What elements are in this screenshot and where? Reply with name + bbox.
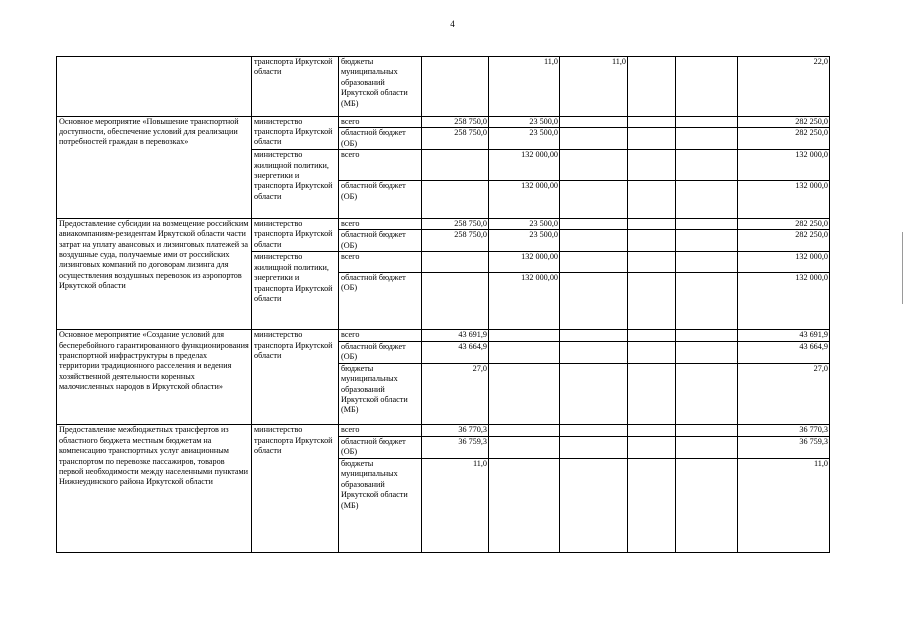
value-cell	[560, 181, 628, 218]
value-cell: 132 000,00	[489, 181, 560, 218]
total-cell: 27,0	[738, 363, 830, 425]
value-cell: 23 500,0	[489, 230, 560, 252]
value-cell	[628, 116, 676, 128]
executor-cell: министерство транспорта Иркутской области	[252, 218, 339, 252]
total-cell: 282 250,0	[738, 218, 830, 230]
value-cell	[676, 341, 738, 363]
source-cell: всего	[339, 116, 422, 128]
value-cell	[628, 330, 676, 342]
value-cell	[560, 150, 628, 181]
value-cell: 23 500,0	[489, 128, 560, 150]
value-cell	[489, 341, 560, 363]
source-cell: областной бюджет (ОБ)	[339, 230, 422, 252]
total-cell: 282 250,0	[738, 230, 830, 252]
executor-cell: министерство транспорта Иркутской области	[252, 116, 339, 150]
source-cell: областной бюджет (ОБ)	[339, 436, 422, 458]
executor-cell: министерство транспорта Иркутской области	[252, 330, 339, 425]
source-cell: областной бюджет (ОБ)	[339, 181, 422, 218]
value-cell	[676, 425, 738, 437]
value-cell	[489, 458, 560, 552]
value-cell	[628, 341, 676, 363]
value-cell	[628, 458, 676, 552]
value-cell	[676, 181, 738, 218]
value-cell: 36 759,3	[422, 436, 489, 458]
source-cell: всего	[339, 218, 422, 230]
value-cell	[628, 252, 676, 272]
executor-cell: министерство транспорта Иркутской области	[252, 425, 339, 553]
value-cell	[560, 230, 628, 252]
value-cell: 132 000,00	[489, 272, 560, 330]
value-cell	[676, 330, 738, 342]
source-cell: всего	[339, 252, 422, 272]
event-cell: Предоставление межбюджетных трансфертов из областного бюджета местным бюджетам на компенсацию транспортных услуг авиационным транспортом по перевозке пассажиров, товаров первой необходимости между населенными пунктами Нижнеудинского района Иркутской области	[57, 425, 252, 553]
value-cell	[560, 252, 628, 272]
executor-cell: транспорта Иркутской области	[252, 57, 339, 117]
value-cell	[676, 150, 738, 181]
value-cell	[628, 436, 676, 458]
page-number: 4	[450, 19, 455, 29]
scan-edge-mark	[902, 232, 903, 304]
value-cell	[676, 128, 738, 150]
value-cell	[676, 57, 738, 117]
value-cell	[489, 330, 560, 342]
value-cell	[676, 230, 738, 252]
source-cell: областной бюджет (ОБ)	[339, 341, 422, 363]
value-cell	[628, 150, 676, 181]
source-cell: бюджеты муниципальных образований Иркутской области (МБ)	[339, 363, 422, 425]
value-cell	[628, 425, 676, 437]
value-cell	[489, 436, 560, 458]
value-cell	[422, 252, 489, 272]
value-cell	[676, 116, 738, 128]
value-cell	[628, 230, 676, 252]
value-cell: 132 000,00	[489, 252, 560, 272]
total-cell: 36 759,3	[738, 436, 830, 458]
budget-table	[56, 56, 830, 553]
value-cell: 23 500,0	[489, 116, 560, 128]
value-cell	[422, 57, 489, 117]
total-cell: 43 691,9	[738, 330, 830, 342]
value-cell	[628, 363, 676, 425]
total-cell: 132 000,0	[738, 252, 830, 272]
value-cell	[422, 181, 489, 218]
value-cell	[676, 272, 738, 330]
total-cell: 132 000,0	[738, 181, 830, 218]
total-cell: 36 770,3	[738, 425, 830, 437]
value-cell	[628, 57, 676, 117]
value-cell	[628, 218, 676, 230]
value-cell: 258 750,0	[422, 230, 489, 252]
total-cell: 282 250,0	[738, 116, 830, 128]
source-cell: всего	[339, 425, 422, 437]
value-cell: 258 750,0	[422, 116, 489, 128]
value-cell: 43 664,9	[422, 341, 489, 363]
table-row	[57, 425, 830, 437]
source-cell: областной бюджет (ОБ)	[339, 128, 422, 150]
value-cell: 258 750,0	[422, 218, 489, 230]
table-row	[57, 57, 830, 117]
value-cell: 27,0	[422, 363, 489, 425]
value-cell	[676, 458, 738, 552]
source-cell: бюджеты муниципальных образований Иркутской области (МБ)	[339, 458, 422, 552]
value-cell: 11,0	[422, 458, 489, 552]
executor-cell: министерство жилищной политики, энергетики и транспорта Иркутской области	[252, 150, 339, 219]
value-cell	[676, 363, 738, 425]
table-row	[57, 218, 830, 230]
total-cell: 282 250,0	[738, 128, 830, 150]
source-cell: всего	[339, 330, 422, 342]
value-cell: 258 750,0	[422, 128, 489, 150]
executor-cell: министерство жилищной политики, энергетики и транспорта Иркутской области	[252, 252, 339, 330]
value-cell: 43 691,9	[422, 330, 489, 342]
value-cell	[422, 272, 489, 330]
source-cell: бюджеты муниципальных образований Иркутской области (МБ)	[339, 57, 422, 117]
value-cell	[676, 252, 738, 272]
value-cell: 11,0	[560, 57, 628, 117]
value-cell	[560, 425, 628, 437]
event-cell: Основное мероприятие «Создание условий для бесперебойного гарантированного функционирования транспортной инфраструктуры в пределах территории традиционного расселения и ведения хозяйственной деятельности коренных малочисленных народов в Иркутской области»	[57, 330, 252, 425]
value-cell: 11,0	[489, 57, 560, 117]
value-cell	[489, 425, 560, 437]
value-cell	[560, 363, 628, 425]
value-cell	[560, 436, 628, 458]
total-cell: 22,0	[738, 57, 830, 117]
value-cell	[560, 330, 628, 342]
total-cell: 11,0	[738, 458, 830, 552]
value-cell: 23 500,0	[489, 218, 560, 230]
source-cell: всего	[339, 150, 422, 181]
value-cell	[422, 150, 489, 181]
event-cell: Предоставление субсидии на возмещение российским авиакомпаниям-резидентам Иркутской области части затрат на уплату авансовых и лизинговых платежей за воздушные суда, получаемые ими от российских лизинговых компаний по договорам лизинга для осуществления воздушных перевозок из аэропортов Иркутской области	[57, 218, 252, 329]
value-cell	[560, 218, 628, 230]
value-cell: 132 000,00	[489, 150, 560, 181]
total-cell: 132 000,0	[738, 150, 830, 181]
total-cell: 43 664,9	[738, 341, 830, 363]
value-cell	[560, 116, 628, 128]
event-cell	[57, 57, 252, 117]
table-row	[57, 330, 830, 342]
value-cell	[628, 272, 676, 330]
value-cell	[560, 128, 628, 150]
event-cell: Основное мероприятие «Повышение транспортной доступности, обеспечение условий для реализации потребностей граждан в перевозках»	[57, 116, 252, 218]
value-cell	[628, 128, 676, 150]
value-cell	[628, 181, 676, 218]
value-cell	[560, 341, 628, 363]
value-cell: 36 770,3	[422, 425, 489, 437]
value-cell	[560, 272, 628, 330]
value-cell	[560, 458, 628, 552]
value-cell	[676, 436, 738, 458]
table-row	[57, 116, 830, 128]
value-cell	[676, 218, 738, 230]
source-cell: областной бюджет (ОБ)	[339, 272, 422, 330]
value-cell	[489, 363, 560, 425]
total-cell: 132 000,0	[738, 272, 830, 330]
